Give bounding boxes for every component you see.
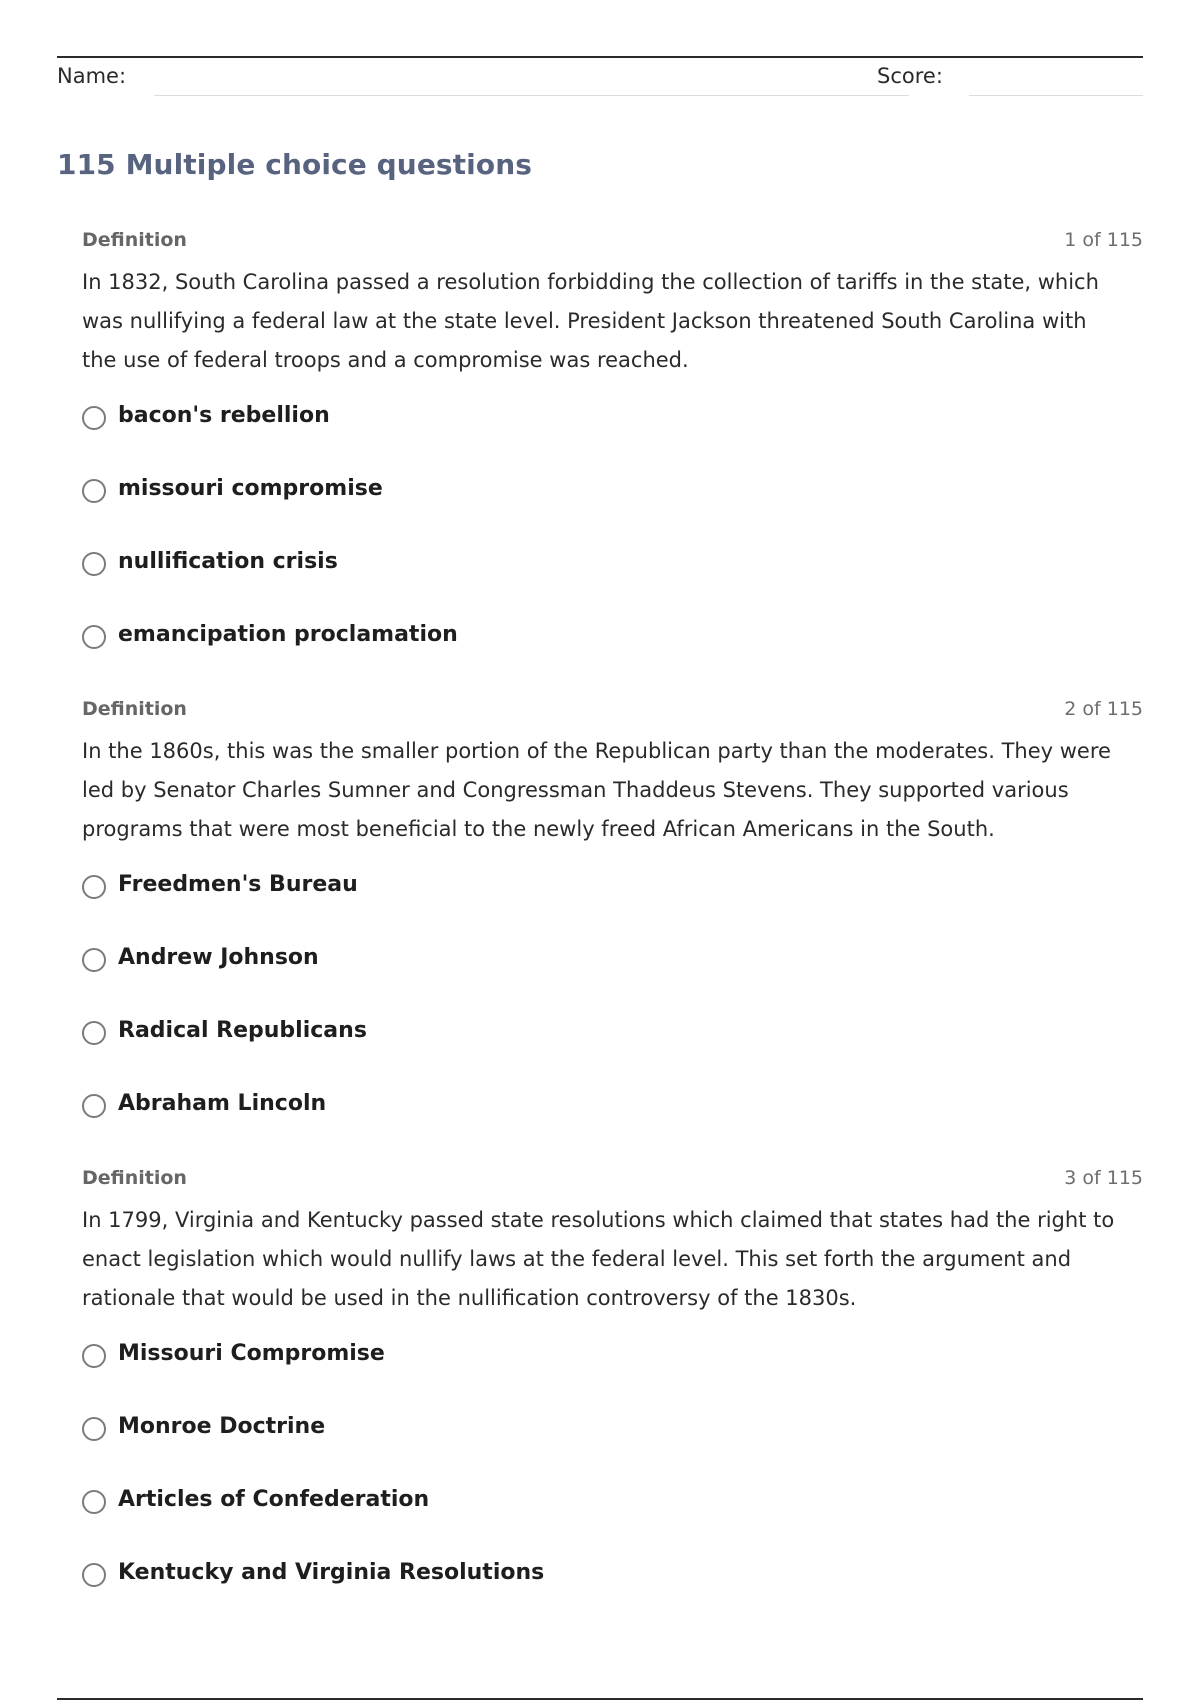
answer-label[interactable]: missouri compromise <box>118 476 383 501</box>
question-counter: 2 of 115 <box>1064 698 1143 720</box>
answer-option[interactable] <box>82 1009 1143 1082</box>
question-counter: 1 of 115 <box>1064 229 1143 251</box>
radio-button[interactable] <box>82 1094 106 1118</box>
answer-option[interactable] <box>82 1478 1143 1551</box>
question-card <box>82 229 1143 686</box>
answer-options <box>82 1332 1143 1624</box>
radio-button[interactable] <box>82 625 106 649</box>
question-type: Definition <box>82 229 187 251</box>
question-type: Definition <box>82 1167 187 1189</box>
answer-label[interactable]: bacon's rebellion <box>118 403 330 428</box>
answer-label[interactable]: Andrew Johnson <box>118 945 319 970</box>
radio-button[interactable] <box>82 552 106 576</box>
question-text: In the 1860s, this was the smaller portion of the Republican party than the moderates. They were led by Senator Charles Sumner and Congressman Thaddeus Stevens. They supported various programs that were most beneficial to the newly freed African Americans in the South. <box>82 739 1111 841</box>
worksheet-header <box>57 62 1143 98</box>
question-header <box>82 229 1143 255</box>
answer-label[interactable]: Monroe Doctrine <box>118 1414 326 1439</box>
question-header <box>82 698 1143 724</box>
answer-label[interactable]: Missouri Compromise <box>118 1341 385 1366</box>
answer-label[interactable]: Articles of Confederation <box>118 1487 430 1512</box>
answer-option[interactable] <box>82 467 1143 540</box>
answer-option[interactable] <box>82 936 1143 1009</box>
question-card <box>82 698 1143 1155</box>
radio-button[interactable] <box>82 948 106 972</box>
answer-option[interactable] <box>82 1551 1143 1624</box>
radio-button[interactable] <box>82 1417 106 1441</box>
answer-option[interactable] <box>82 1082 1143 1155</box>
answer-option[interactable] <box>82 863 1143 936</box>
name-field[interactable] <box>154 95 909 96</box>
score-field[interactable] <box>969 95 1143 96</box>
top-divider <box>57 56 1143 58</box>
question-text: In 1832, South Carolina passed a resolution forbidding the collection of tariffs in the state, which was nullifying a federal law at the state level. President Jackson threatened South Carolina with the use of federal troops and a compromise was reached. <box>82 270 1099 372</box>
answer-option[interactable] <box>82 394 1143 467</box>
section-title: 115 Multiple choice questions <box>57 148 533 181</box>
answer-label[interactable]: Radical Republicans <box>118 1018 367 1043</box>
question-header <box>82 1167 1143 1193</box>
answer-option[interactable] <box>82 540 1143 613</box>
radio-button[interactable] <box>82 479 106 503</box>
radio-button[interactable] <box>82 406 106 430</box>
answer-label[interactable]: Freedmen's Bureau <box>118 872 358 897</box>
radio-button[interactable] <box>82 1021 106 1045</box>
answer-label[interactable]: nullification crisis <box>118 549 338 574</box>
name-label: Name: <box>57 64 127 88</box>
score-label: Score: <box>877 64 943 88</box>
answer-options <box>82 863 1143 1155</box>
question-counter: 3 of 115 <box>1064 1167 1143 1189</box>
question-type: Definition <box>82 698 187 720</box>
radio-button[interactable] <box>82 1490 106 1514</box>
radio-button[interactable] <box>82 1563 106 1587</box>
answer-label[interactable]: Abraham Lincoln <box>118 1091 327 1116</box>
question-text: In 1799, Virginia and Kentucky passed state resolutions which claimed that states had the right to enact legislation which would nullify laws at the federal level. This set forth the argument and rationale that would be used in the nullification controversy of the 1830s. <box>82 1208 1115 1310</box>
answer-options <box>82 394 1143 686</box>
answer-label[interactable]: Kentucky and Virginia Resolutions <box>118 1560 545 1585</box>
answer-option[interactable] <box>82 613 1143 686</box>
radio-button[interactable] <box>82 875 106 899</box>
question-card <box>82 1167 1143 1624</box>
answer-label[interactable]: emancipation proclamation <box>118 622 458 647</box>
answer-option[interactable] <box>82 1332 1143 1405</box>
radio-button[interactable] <box>82 1344 106 1368</box>
answer-option[interactable] <box>82 1405 1143 1478</box>
